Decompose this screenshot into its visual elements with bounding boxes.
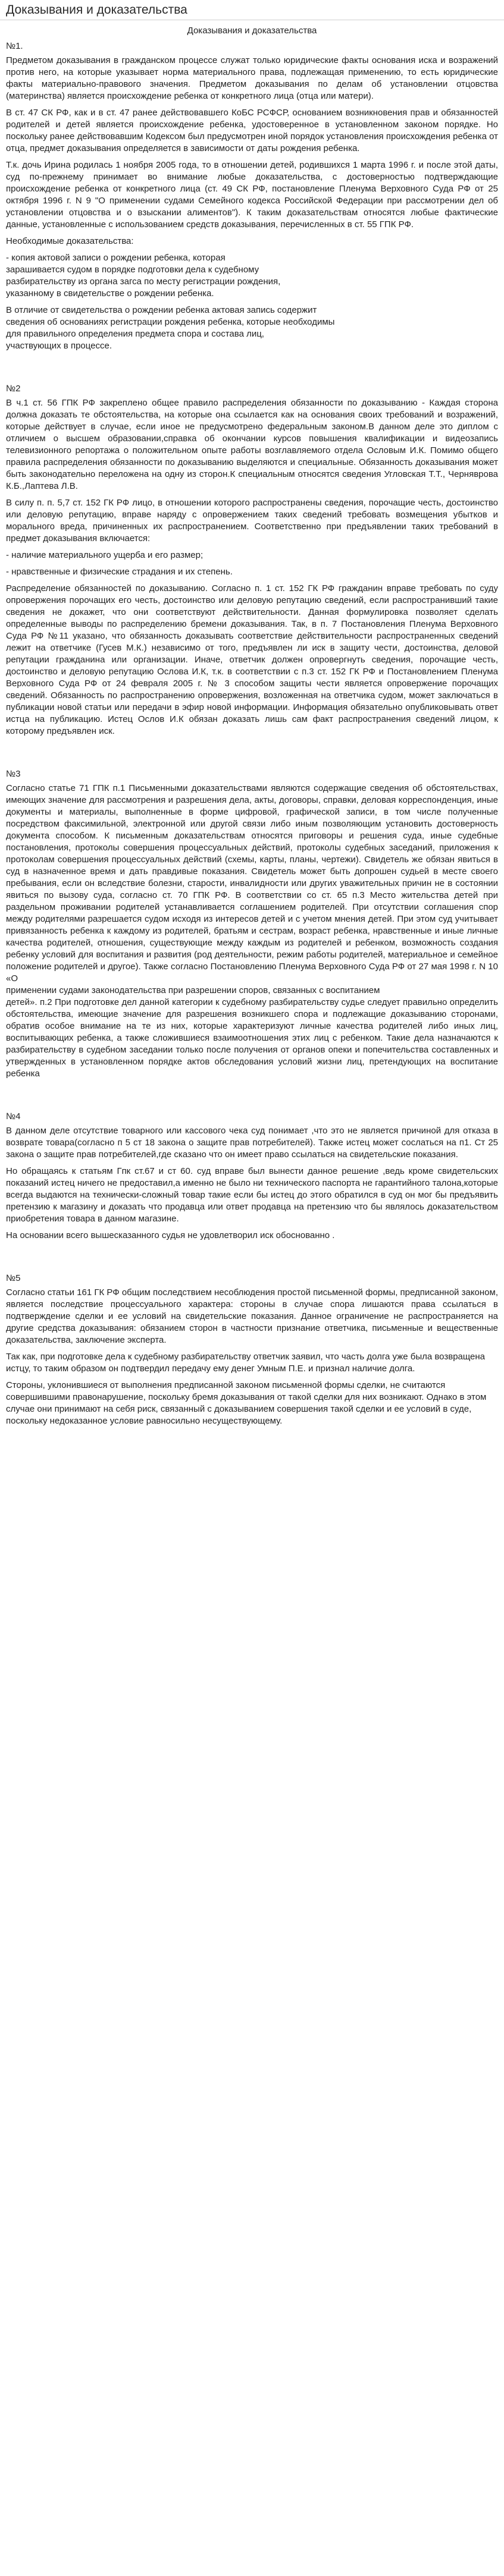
paragraph: Согласно статье 71 ГПК п.1 Письменными доказательствами являются содержащие сведения об обстоятельствах, имеющих значение для рассмотрения и разрешения дела, акты, договоры, справки, деловая корреспонденция, иные документы и материалы, выполненные в форме цифровой, графической записи, в том числе полученные посредством факсимильной, электронной или другой связи либо иным позволяющим установить достоверность документа способом. К письменным доказательствам относятся приговоры и решения суда, иные судебные постановления, протоколы совершения процессуальных действий, протоколы судебных заседаний, приложения к протоколам совершения процессуальных действий (схемы, карты, планы, чертежи). Свидетель же обязан явиться в суд в назначенное время и дать правдивые показания. Свидетель может быть допрошен судьей в месте своего пребывания, если он вследствие болезни, старости, инвалидности или других уважительных причин не в состоянии явиться по вызову суда, согласно ст. 70 ГПК РФ. В соответствии со ст. 65 п.3 Место жительства детей при раздельном проживании родителей устанавливается соглашением родителей. При отсутствии соглашения спор между родителями разрешается судом исходя из интересов детей и с учетом мнения детей. При этом суд учитывает привязанность ребенка к каждому из родителей, братьям и сестрам, возраст ребенка, нравственные и иные личные качества родителей, отношения, существующие между каждым из родителей и ребенком, возможность создания ребенку условий для воспитания и развития (род деятельности, режим работы родителей, материальное и семейное положение родителей и другое). Также согласно Постановлению Пленума Верховного Суда РФ от 27 мая 1998 г. N 10 «О применении судами законодательства при разрешении споров, связанных с воспитанием детей». п.2 При подготовке дел данной категории к судебному разбирательству судье следует правильно определить обстоятельства, имеющие значение для разрешения возникшего спора и подлежащие доказыванию сторонами, обратив особое внимание на те из них, которые характеризуют личные качества родителей либо иных лиц, воспитывающих ребенка, а также сложившиеся взаимоотношения этих лиц с ребенком. Такие дела назначаются к разбирательству в судебном заседании только после получения от органов опеки и попечительства составленных и утвержденных в установленном порядке актов обследования условий жизни лиц, претендующих на воспитание ребенка <box>6 783 498 1079</box>
section-5 <box>6 1246 498 1427</box>
section-number: №4 <box>6 1111 21 1121</box>
paragraph: В силу п. п. 5,7 ст. 152 ГК РФ лицо, в отношении которого распространены сведения, порочащие честь, достоинство или деловую репутацию, вправе наряду с опровержением таких сведений требовать возмещения убытков и морального вреда, причиненных их распространением. Соответственно при предъявлении таких требований в предмет доказывания включается: <box>6 498 498 544</box>
document-title: Доказывания и доказательства <box>187 26 317 36</box>
paragraph: В ст. 47 СК РФ, как и в ст. 47 ранее действовавшего КоБС РСФСР, основанием возникновения прав и обязанностей родителей и детей является происхождение ребенка, удостоверенное в установленном законом порядке. Но поскольку ранее действовавшим Кодексом был предусмотрен иной порядок установления происхождения ребенка от отца, предмет доказывания определяется в зависимости от даты рождения ребенка. <box>6 108 498 153</box>
paragraph: Т.к. дочь Ирина родилась 1 ноября 2005 года, то в отношении детей, родившихся 1 марта 1996 г. и после этой даты, суд по-прежнему принимает во внимание любые доказательства, с достоверностью подтверждающие происхождение ребенка от конкретного лица (ст. 49 СК РФ, постановление Пленума Верховного Суда РФ от 25 октября 1996 г. N 9 "О применении судами Семейного кодекса Российской Федерации при рассмотрении дел об установлении отцовства и о взыскании алиментов"). К таким доказательствам относятся любые фактические данные, установленные с использованием средств доказывания, перечисленных в ст. 55 ГПК РФ. <box>6 160 498 230</box>
paragraph: В данном деле отсутствие товарного или кассового чека суд понимает ,что это не является причиной для отказа в возврате товара(согласно п 5 ст 18 закона о защите прав потребителей). Также иcтец может сослаться на п1. Ст 25 закона о защите прав потребителей,где сказано что он имеет право ссылаться на свидетельские показания. <box>6 1126 498 1160</box>
paragraph: Так как, при подготовке дела к судебному разбирательству ответчик заявил, что часть долга уже была возвращена истцу, то таким образом он подтвердил передачу ему денег Умным П.Е. и признал наличие долга. <box>6 1352 486 1374</box>
paragraph: Согласно статьи 161 ГК РФ общим последствием несоблюдения простой письменной формы, предписанной законом, является последствие процессуального характера: стороны в случае спора лишаются права ссылаться в подтверждение сделки и ее условий на свидетельские показания. Данное ограничение не распространяется на другие средства доказывания: обязанием сторон в частности признание ответчика, письменные и вещественные доказательства, заключение эксперта. <box>6 1287 498 1345</box>
section-gap <box>6 1246 498 1273</box>
paragraph: Распределение обязанностей по доказыванию. Согласно п. 1 ст. 152 ГК РФ гражданин вправе требовать по суду опровержения порочащих его честь, достоинство или деловую репутацию сведений, если распространивший такие сведения не докажет, что они соответствуют действительности. Данная формулировка позволяет сделать определенные выводы по распределению бремени доказывания. Так, в п. 7 Постановления Пленума Верховного Суда РФ №11 указано, что обязанность доказывать соответствие действительности распространенных сведений лежит на ответчике (Гусев М.К.) независимо от того, предъявлен ли иск в защиту чести, достоинства, деловой репутации гражданина или организации. Иначе, ответчик должен опровергнуть сведения, порочащие честь, достоинство и деловую репутацию Ослова И.К, т.к. в соответствии с п.3 ст. 152 ГК РФ и Постановлением Пленума Верховного Суда РФ от 24 февраля 2005 г. № 3 способом защиты чести является опровержение порочащих сведений. Обязанность по распространению опровержения, возложенная на ответчика судом, может заключаться в публикации новой статьи или передачи в эфир новой информации. Информация обязательно опубликовывать ответ истца на публикацию. Истец Ослов И.К обязан доказать лишь сам факт распространения сведений лицом, к которому предъявлен иск. <box>6 583 498 736</box>
section-number: №3 <box>6 769 21 779</box>
paragraph: Необходимые доказательства: <box>6 236 134 246</box>
section-4 <box>6 1085 498 1242</box>
paragraph: На основании всего вышесказанного судья не удовлетворил иск обоснованно . <box>6 1230 335 1240</box>
section-gap <box>6 742 498 768</box>
section-number: №5 <box>6 1273 21 1283</box>
paragraph: Предметом доказывания в гражданском процессе служат только юридические факты основания иска и возражений против него, на которые указывает норма материального права, подлежащая применению, то есть юридические факты материально-правового значения. Предметом доказывания по делам об установлении отцовства (материнства) является происхождение ребенка от конкретного лица (отца или матери). <box>6 55 498 101</box>
section-gap <box>6 1085 498 1111</box>
section-3 <box>6 742 498 1080</box>
section-gap <box>6 357 498 383</box>
section-number: №1. <box>6 41 23 51</box>
paragraph: В ч.1 ст. 56 ГПК РФ закреплено общее правило распределения обязанности по доказыванию - Каждая сторона должна доказать те обстоятельства, на которые она ссылается как на основания своих требований и возражений, которые действует в случае, если иное не предусмотрено федеральным законом.В данном деле это диплом с отличием о высшем образовании,справка об окончании курсов повышения квалификации и видеозапись телевизионного репортажа о положительном опыте работы возглавляемого отдела Ословым И.К. Помимо общего правила распределения обязанности по доказыванию выделяются и специальные. Обязанность доказывания может быть законодательно переложена на одну из сторон.К специальным относятся сведения Угловская Т.Т., Черняврова К.Б.,Лаптева Л.В. <box>6 398 498 491</box>
header-bar <box>0 0 504 20</box>
paragraph: Стороны, уклонившиеся от выполнения предписанной законом письменной формы сделки, не считаются совершившими правонарушение, поскольку бремя доказывания от такой сделки для них возникают. Однако в этом случае они принимают на себя риск, связанный с доказыванием совершения такой сделки и ее условий в суде, поскольку недоказанное условие равносильно несуществующему. <box>6 1380 487 1426</box>
paragraph: - копия актовой записи о рождении ребенка, которая зарашивается судом в порядке подготовки дела к судебному разбирательству из органа загса по месту регистрации рождения, указанному в свидетельстве о рождении ребенка. <box>6 253 281 299</box>
page-title: Доказывания и доказательства <box>6 3 187 17</box>
paragraph: - нравственные и физические страдания и их степень. <box>6 567 233 577</box>
document-body <box>0 20 504 1427</box>
section-1 <box>6 40 498 352</box>
paragraph: - наличие материального ущерба и его размер; <box>6 550 204 560</box>
section-2 <box>6 357 498 737</box>
paragraph: Но обращаясь к статьям Гпк ст.67 и ст 60. суд вправе был вынести данное решение ,ведь кроме свидетельских показаний истец ничего не предоставил,а именно не было ни технического паспорта не гарантийного талона,которые всегда выдаются на технически-сложный товар такие если бы истец до этого обратился в суд он мог бы предъявить претензию к магазину и доказать что продавца или ответ продавца на претензию что бы являлось доказательством приобретения товара в данном магазине. <box>6 1166 498 1224</box>
paragraph: В отличие от свидетельства о рождении ребенка актовая запись содержит сведения об основаниях регистрации рождения ребенка, которые необходимы для правильного определения предмета спора и состава лиц, участвующих в процессе. <box>6 305 335 351</box>
section-number: №2 <box>6 384 21 394</box>
